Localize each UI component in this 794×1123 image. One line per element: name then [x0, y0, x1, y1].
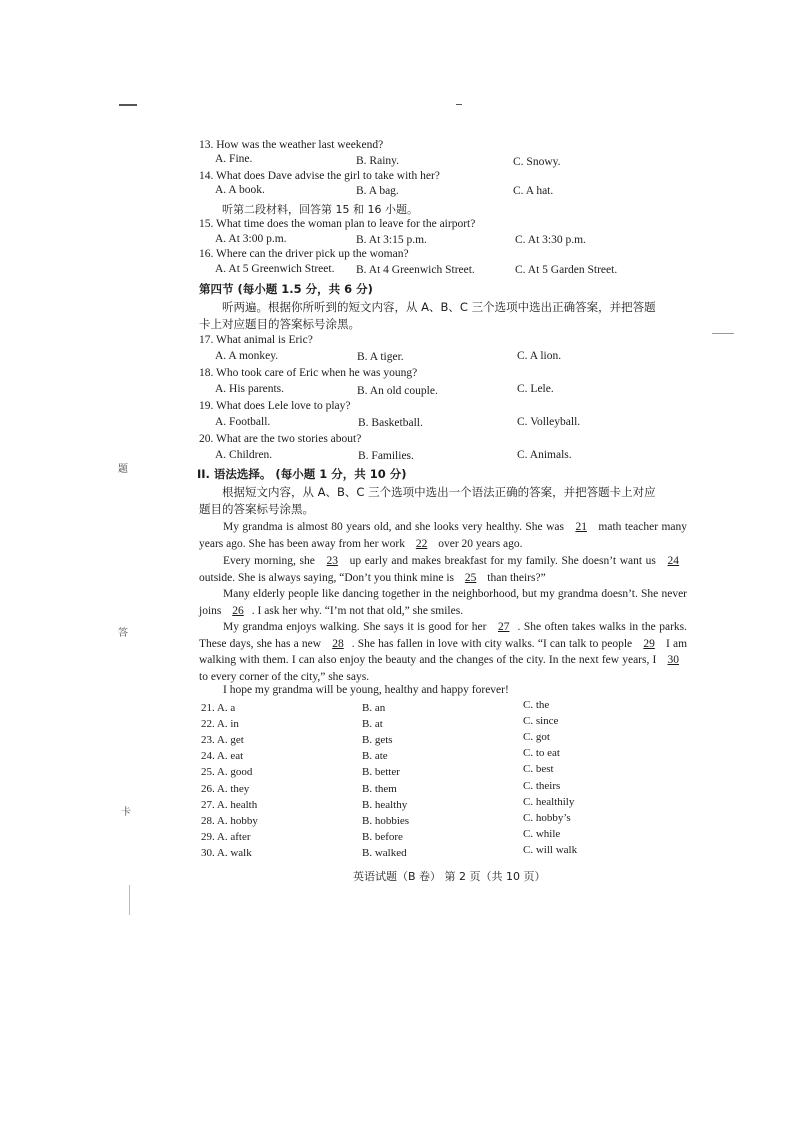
grammar-option-29-b: B. before [362, 830, 403, 843]
passage-text: math teacher many years ago. She has been away from her work [199, 521, 688, 550]
grammar-instruction-line2: 题目的答案标号涂黑。 [199, 502, 314, 516]
side-mark-ti: 题 [118, 464, 128, 475]
option-14c: C. A hat. [513, 185, 554, 197]
scan-speck [119, 104, 137, 106]
grammar-option-28-c: C. hobby’s [523, 811, 571, 824]
blank-28: 28 [332, 637, 344, 650]
option-13b: B. Rainy. [356, 155, 400, 167]
grammar-instruction-line1: 根据短文内容，从 A、B、C 三个选项中选出一个语法正确的答案，并把答题卡上对应 [222, 485, 656, 499]
question-16: 16. Where can the driver pick up the woman? [199, 248, 409, 260]
option-17b: B. A tiger. [357, 351, 404, 363]
blank-24: 24 [667, 555, 680, 567]
passage-text: My grandma is almost 80 years old, and she looks very healthy. She was [223, 521, 564, 533]
passage-text: . She often takes walks in the parks. These days, she has a new [199, 621, 687, 650]
option-19a: A. Football. [215, 416, 271, 428]
grammar-option-21-a: 21. A. a [201, 702, 236, 714]
option-19b: B. Basketball. [358, 417, 423, 429]
grammar-option-29-c: C. while [523, 827, 561, 840]
option-13a: A. Fine. [215, 153, 253, 165]
passage-text: I am walking with them. I can also enjoy the beauty and the changes of the city. In the next few years, I [199, 637, 688, 667]
passage-paragraph-5: I hope my grandma will be young, healthy and happy forever! [223, 684, 509, 696]
passage-paragraph-1 [199, 519, 687, 552]
blank-25: 25 [464, 571, 477, 584]
option-17a: A. A monkey. [215, 350, 279, 362]
passage-paragraph-4 [199, 619, 687, 685]
question-20: 20. What are the two stories about? [199, 433, 362, 445]
question-17: 17. What animal is Eric? [199, 334, 313, 346]
section-4-heading: 第四节 (每小题 1.5 分，共 6 分) [199, 282, 373, 296]
blank-30: 30 [667, 654, 679, 667]
passage-text: over 20 years ago. [438, 537, 523, 550]
side-mark-ka: 卡 [121, 807, 131, 818]
blank-29: 29 [643, 637, 655, 650]
grammar-heading: II. 语法选择。 (每小题 1 分，共 10 分) [197, 467, 407, 481]
blank-21: 21 [575, 521, 587, 533]
option-15b: B. At 3:15 p.m. [356, 234, 427, 246]
grammar-option-29-a: 29. A. after [201, 830, 251, 843]
scan-speck [129, 885, 130, 915]
grammar-option-30-b: B. walked [362, 846, 407, 859]
blank-26: 26 [232, 604, 244, 617]
blank-22: 22 [415, 537, 428, 550]
grammar-option-24-c: C. to eat [523, 747, 560, 760]
option-16c: C. At 5 Garden Street. [515, 264, 618, 276]
option-14a: A. A book. [215, 184, 265, 196]
passage-text: up early and makes breakfast for my family. She doesn’t want us [349, 555, 656, 567]
option-16a: A. At 5 Greenwich Street. [215, 263, 335, 275]
instruction-15-16: 听第二段材料，回答第 15 和 16 小题。 [222, 203, 418, 216]
grammar-option-21-c: C. the [523, 699, 550, 711]
scan-speck [456, 104, 462, 105]
grammar-option-22-b: B. at [362, 718, 383, 731]
grammar-option-30-c: C. will walk [523, 843, 578, 856]
option-16b: B. At 4 Greenwich Street. [356, 264, 475, 276]
blank-27: 27 [497, 621, 510, 633]
side-mark-da: 答 [118, 628, 128, 639]
passage-text: Every morning, she [223, 555, 315, 567]
question-15: 15. What time does the woman plan to leave for the airport? [199, 218, 476, 230]
option-14b: B. A bag. [356, 185, 399, 197]
scan-speck [712, 333, 734, 334]
passage-text: outside. She is always saying, “Don’t you think mine is [199, 571, 455, 584]
grammar-option-26-c: C. theirs [523, 779, 561, 792]
grammar-option-22-c: C. since [523, 715, 559, 728]
page-footer: 英语试题（B 卷） 第 2 页（共 10 页） [353, 870, 546, 883]
option-18b: B. An old couple. [357, 385, 438, 397]
question-19: 19. What does Lele love to play? [199, 400, 351, 412]
question-18: 18. Who took care of Eric when he was young? [199, 367, 418, 379]
grammar-option-26-b: B. them [362, 782, 397, 795]
passage-paragraph-2 [199, 553, 687, 586]
option-20b: B. Families. [358, 450, 414, 462]
grammar-option-24-b: B. ate [362, 750, 388, 763]
passage-text: Many elderly people like dancing together in the neighborhood, but my grandma doesn’t. She never joins [199, 588, 687, 617]
grammar-option-23-a: 23. A. get [201, 734, 244, 747]
section-4-instruction-line2: 卡上对应题目的答案标号涂黑。 [199, 317, 360, 331]
grammar-option-25-a: 25. A. good [201, 766, 253, 779]
section-4-instruction-line1: 听两遍。根据你所听到的短文内容，从 A、B、C 三个选项中选出正确答案，并把答题 [222, 300, 656, 314]
grammar-option-25-b: B. better [362, 766, 400, 779]
option-20c: C. Animals. [517, 449, 572, 461]
grammar-option-27-c: C. healthily [523, 795, 575, 808]
option-15a: A. At 3:00 p.m. [215, 233, 287, 245]
blank-23: 23 [326, 555, 339, 567]
grammar-option-23-b: B. gets [362, 734, 393, 747]
question-13: 13. How was the weather last weekend? [199, 139, 384, 151]
question-14: 14. What does Dave advise the girl to take with her? [199, 170, 440, 182]
option-13c: C. Snowy. [513, 156, 561, 168]
grammar-option-23-c: C. got [523, 731, 550, 744]
grammar-option-27-a: 27. A. health [201, 798, 258, 811]
grammar-option-22-a: 22. A. in [201, 718, 239, 731]
grammar-option-28-a: 28. A. hobby [201, 814, 258, 827]
option-18a: A. His parents. [215, 383, 284, 395]
grammar-option-25-c: C. best [523, 763, 554, 776]
passage-text: than theirs?” [487, 571, 546, 584]
passage-text: . I ask her why. “I’m not that old,” she smiles. [251, 604, 464, 617]
grammar-option-27-b: B. healthy [362, 798, 408, 811]
passage-text: . She has fallen in love with city walks. “I can talk to people [351, 637, 633, 650]
option-18c: C. Lele. [517, 383, 554, 395]
passage-text: to every corner of the city,” she says. [199, 670, 370, 683]
grammar-option-21-b: B. an [362, 702, 386, 714]
option-20a: A. Children. [215, 449, 273, 461]
passage-text: My grandma enjoys walking. She says it is good for her [223, 621, 487, 633]
option-19c: C. Volleyball. [517, 416, 581, 428]
grammar-option-26-a: 26. A. they [201, 782, 250, 795]
grammar-option-28-b: B. hobbies [362, 814, 410, 827]
option-15c: C. At 3:30 p.m. [515, 234, 586, 246]
passage-paragraph-3 [199, 586, 687, 619]
grammar-option-30-a: 30. A. walk [201, 846, 252, 859]
option-17c: C. A lion. [517, 350, 562, 362]
grammar-option-24-a: 24. A. eat [201, 750, 244, 763]
